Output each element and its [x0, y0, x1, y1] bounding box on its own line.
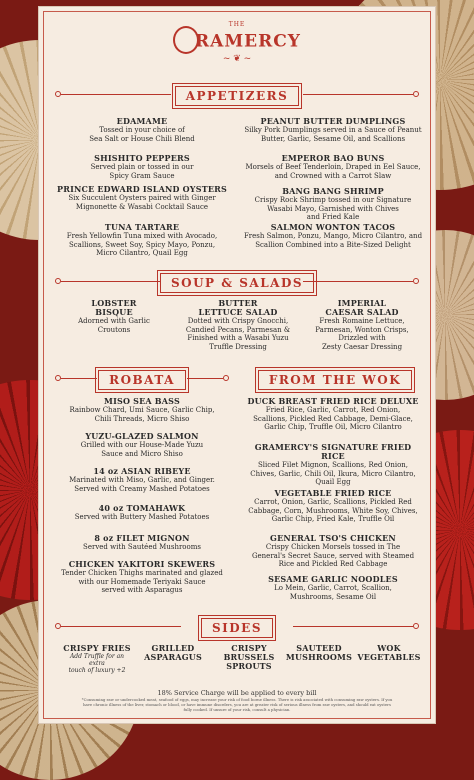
- menu-item: [243, 575, 423, 601]
- menu-item-title: GENERAL TSO'S CHICKEN: [270, 533, 396, 543]
- menu-item-description: Scallions, Sweet Soy, Spicy Mayo, Ponzu,: [68, 240, 216, 249]
- menu-item-description: Fried Rice, Garlic, Carrot, Red Onion,: [265, 406, 401, 414]
- menu-item-title: VEGETABLE FRIED RICE: [274, 488, 392, 498]
- menu-item: [53, 560, 231, 595]
- g-monogram-icon: [173, 26, 199, 54]
- menu-item-description: Scallion Combined into a Bite-Sized Delight: [255, 240, 411, 249]
- menu-item-title: PEANUT BUTTER DUMPLINGS: [260, 116, 406, 126]
- menu-item-title: IMPERIAL: [337, 298, 387, 308]
- menu-item-title: DUCK BREAST FRIED RICE DELUXE: [247, 396, 419, 406]
- menu-item: [243, 154, 423, 180]
- menu-item-description: Sliced Filet Mignon, Scallions, Red Onion,: [257, 461, 409, 469]
- menu-item-title: 8 oz FILET MIGNON: [94, 533, 190, 543]
- menu-item-title: CHICKEN YAKITORI SKEWERS: [68, 559, 216, 569]
- menu-item-description: Grilled with our House-Made Yuzu: [80, 441, 204, 449]
- menu-item-description: Served with Sautéed Mushrooms: [83, 543, 201, 551]
- brand-the: THE: [228, 21, 246, 28]
- menu-item-description: Fresh Yellowfin Tuna mixed with Avocado,: [66, 232, 218, 240]
- menu-item-title: GRILLED: [151, 643, 195, 653]
- menu-item-title: 40 oz TOMAHAWK: [98, 503, 186, 513]
- menu-item-description: and Crowned with a Carrot Slaw: [274, 171, 392, 180]
- menu-item-description: with our Homemade Teriyaki Sauce: [78, 577, 206, 586]
- menu-item-description: Croutons: [97, 325, 131, 334]
- food-safety-disclaimer: *Consuming raw or undercooked meat, seafood of eggs, may increase your risk of food borne illness. There is risk associated with consuming raw oysters. If you have chronic illness of the liver, stomach or blood, or have immune disorders, you are at greater risk of serious illness from raw oysters, and should eat oysters fully cooked. If unsure of your risk, consult a physician.: [81, 697, 393, 712]
- menu-item-description: Adorned with Garlic: [78, 317, 150, 325]
- appetizers-title: APPETIZERS: [175, 86, 300, 106]
- menu-item-description: Fresh Salmon, Ponzu, Mango, Micro Cilantro, and: [243, 232, 423, 240]
- menu-item-title: SALMON WONTON TACOS: [270, 222, 396, 232]
- sides-title: SIDES: [201, 618, 273, 638]
- menu-item-description: Garlic Chip, Truffle Oil, Micro Cilantro: [264, 423, 402, 431]
- menu-item-description: Rainbow Chard, Umi Sauce, Garlic Chip,: [69, 406, 215, 414]
- menu-item: [285, 644, 353, 662]
- menu-item: [243, 187, 423, 222]
- menu-item-description: Candied Pecans, Parmesan &: [185, 325, 291, 334]
- menu-item: [243, 397, 423, 432]
- menu-item-description: Lo Mein, Garlic, Carrot, Scallion,: [274, 584, 392, 592]
- menu-item-title: CAESAR SALAD: [325, 307, 399, 317]
- menu-item-title: SHISHITO PEPPERS: [94, 153, 190, 163]
- menu-item: [243, 489, 423, 524]
- menu-item-title: 14 oz ASIAN RIBEYE: [93, 466, 191, 476]
- menu-item: [303, 299, 421, 351]
- brand-name: RAMERCY: [195, 31, 301, 52]
- menu-item: [243, 443, 423, 487]
- menu-item-title: SPROUTS: [226, 661, 272, 671]
- menu-item: [63, 644, 131, 674]
- menu-item-description: Scallions, Pickled Red Cabbage, Demi-Glace,: [253, 414, 413, 423]
- menu-item-title: TUNA TARTARE: [104, 222, 180, 232]
- menu-item-description: Sauce and Micro Shiso: [101, 449, 183, 458]
- menu-item-description: Carrot, Onion, Garlic, Scallions, Pickled Red: [254, 498, 412, 506]
- menu-item-description: Marinated with Miso, Garlic, and Ginger.: [69, 476, 215, 484]
- menu-item-title: SESAME GARLIC NOODLES: [268, 574, 398, 584]
- menu-item-description: Zesty Caesar Dressing: [321, 342, 403, 351]
- menu-item: [53, 117, 231, 143]
- menu-item-description: Drizzled with: [338, 334, 386, 342]
- menu-item: [179, 299, 297, 351]
- menu-item-description: served with Asparagus: [101, 586, 183, 594]
- menu-item-description: Chili Threads, Micro Shiso: [94, 414, 190, 423]
- menu-item-note: Add Truffle for an extra: [69, 653, 125, 667]
- menu-item-description: Crispy Chicken Morsels tossed in The: [265, 543, 401, 551]
- menu-item-note: touch of luxury +2: [68, 667, 126, 674]
- menu-item-description: Truffle Dressing: [209, 342, 267, 351]
- menu-item: [243, 223, 423, 249]
- menu-item: [243, 117, 423, 143]
- service-charge-note: 18% Service Charge will be applied to every bill: [157, 689, 317, 697]
- menu-item-title: LOBSTER: [91, 298, 137, 308]
- flourish-icon: ~ ❦ ~: [222, 54, 252, 64]
- appetizers-header: [39, 85, 435, 105]
- menu-item-description: Spicy Gram Sauce: [109, 171, 175, 180]
- menu-item-title: EDAMAME: [116, 116, 168, 126]
- menu-item-description: Served with Buttery Mashed Potatoes: [74, 513, 210, 521]
- sides-header: [39, 617, 435, 637]
- menu-item-description: Parmesan, Wonton Crisps,: [315, 325, 409, 334]
- menu-item-description: Rice and Pickled Red Cabbage: [278, 560, 388, 568]
- menu-item-title: ASPARAGUS: [144, 652, 202, 662]
- brand-logo: [39, 21, 435, 64]
- menu-card: [38, 6, 436, 724]
- menu-item-description: Mushrooms, Sesame Oil: [289, 592, 377, 601]
- footer: [39, 689, 435, 712]
- menu-item: [53, 223, 231, 258]
- menu-item: [55, 299, 173, 334]
- menu-item: [139, 644, 207, 662]
- menu-item-description: Chives, Garlic, Chili Oil, Ikura, Micro Cilantro,: [250, 469, 416, 478]
- menu-item-title: EMPEROR BAO BUNS: [281, 153, 385, 163]
- menu-item-title: MISO SEA BASS: [104, 396, 180, 406]
- menu-item: [53, 534, 231, 552]
- menu-item-title: BRUSSELS: [223, 652, 275, 662]
- menu-item: [53, 154, 231, 180]
- menu-item-title: SAUTEED: [296, 643, 342, 653]
- menu-item: [53, 504, 231, 522]
- menu-item-description: Sea Salt or House Chili Blend: [89, 134, 195, 143]
- menu-item-description: General's Secret Sauce, served with Steamed: [251, 551, 415, 560]
- menu-item-title: CRISPY: [231, 643, 267, 653]
- menu-item-title: BANG BANG SHRIMP: [282, 186, 384, 196]
- menu-item-title: PRINCE EDWARD ISLAND OYSTERS: [57, 184, 227, 194]
- menu-item: [243, 534, 423, 569]
- menu-item-title: MUSHROOMS: [285, 652, 353, 662]
- menu-item: [53, 467, 231, 493]
- menu-item-description: Silky Pork Dumplings served in a Sauce of Peanut: [244, 126, 422, 134]
- menu-item: [53, 397, 231, 423]
- menu-item-title: LETTUCE SALAD: [198, 307, 278, 317]
- menu-item-title: BISQUE: [95, 307, 133, 317]
- wok-header: [245, 369, 425, 389]
- menu-item-title: VEGETABLES: [357, 652, 421, 662]
- soup-salads-title: SOUP & SALADS: [160, 273, 314, 293]
- menu-item-description: Wasabi Mayo, Garnished with Chives: [267, 204, 399, 213]
- robata-title: ROBATA: [98, 370, 186, 390]
- menu-item-title: YUZU-GLAZED SALMON: [85, 431, 199, 441]
- menu-item-description: Tossed in your choice of: [99, 126, 185, 134]
- menu-item-description: Tender Chicken Thighs marinated and glazed: [61, 569, 223, 577]
- menu-item-description: Six Succulent Oysters paired with Ginger: [68, 194, 216, 202]
- menu-item: [53, 185, 231, 211]
- menu-item-description: Garlic Chip, Fried Kale, Truffle Oil: [271, 515, 395, 523]
- menu-item-description: Butter, Garlic, Sesame Oil, and Scallions: [260, 134, 406, 143]
- menu-item-description: Cabbage, Corn, Mushrooms, White Soy, Chives,: [248, 506, 418, 515]
- robata-header: [53, 369, 231, 389]
- menu-item: [215, 644, 283, 671]
- soup-salads-header: [39, 272, 435, 292]
- menu-item-description: Micro Cilantro, Quail Egg: [96, 249, 188, 257]
- menu-item-description: Served plain or tossed in our: [90, 163, 194, 171]
- menu-item-description: and Fried Kale: [306, 213, 360, 221]
- menu-item-description: Dotted with Crispy Gnocchi,: [187, 317, 289, 325]
- menu-item-title: BUTTER: [218, 298, 258, 308]
- menu-item-description: Fresh Romaine Lettuce,: [319, 317, 405, 325]
- menu-item-title: CRISPY FRIES: [63, 643, 131, 653]
- menu-item: [355, 644, 423, 662]
- menu-item-description: Mignonette & Wasabi Cocktail Sauce: [75, 202, 209, 211]
- menu-item-description: Morsels of Beef Tenderloin, Draped in Eel Sauce,: [245, 163, 421, 171]
- wok-title: FROM THE WOK: [258, 370, 412, 390]
- menu-item-description: Crispy Rock Shrimp tossed in our Signature: [254, 196, 412, 204]
- menu-item-description: Finished with a Wasabi Yuzu: [187, 334, 289, 342]
- menu-item-title: WOK: [377, 643, 401, 653]
- menu-item-description: Quail Egg: [315, 478, 351, 486]
- menu-item-title: GRAMERCY'S SIGNATURE FRIED RICE: [254, 442, 412, 461]
- menu-item: [53, 432, 231, 458]
- menu-item-description: Served with Creamy Mashed Potatoes: [74, 484, 210, 493]
